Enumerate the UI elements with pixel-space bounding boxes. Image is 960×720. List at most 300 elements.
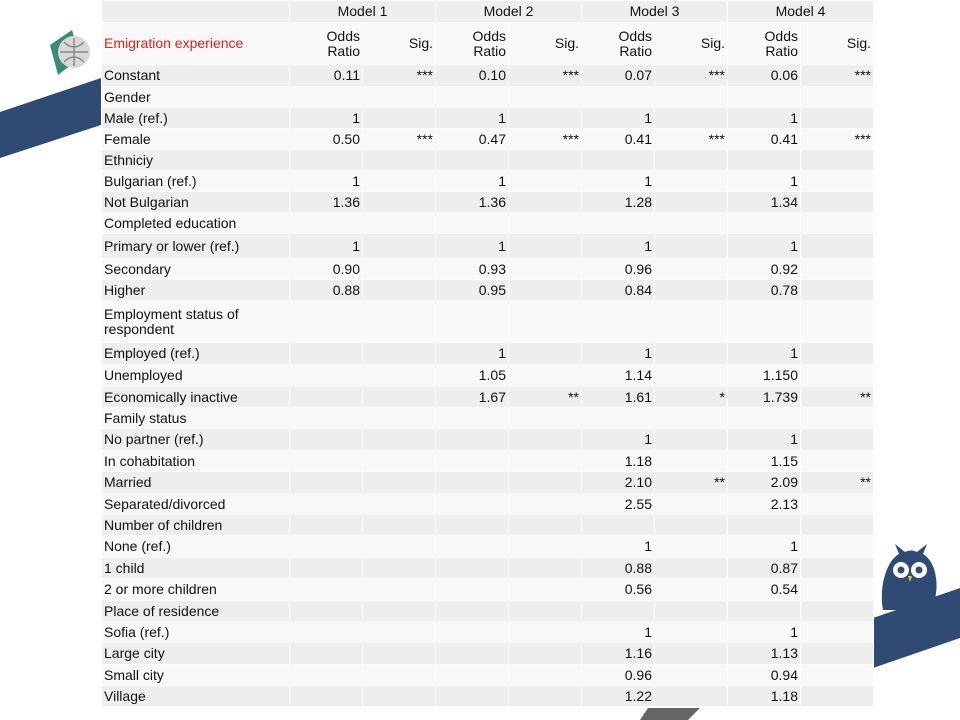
row-label: Employment status of respondent xyxy=(102,301,290,343)
odds-ratio-cell: 2.09 xyxy=(728,472,801,494)
sig-cell xyxy=(363,365,436,387)
odds-ratio-cell: 1 xyxy=(582,343,655,365)
sig-cell xyxy=(363,515,436,536)
odds-ratio-cell xyxy=(436,515,509,536)
sig-cell xyxy=(801,192,874,213)
sig-cell xyxy=(509,622,582,643)
odds-ratio-cell xyxy=(436,536,509,558)
odds-ratio-cell: 0.88 xyxy=(582,558,655,579)
sig-cell xyxy=(509,108,582,129)
sig-cell xyxy=(363,451,436,472)
odds-ratio-cell: 2.55 xyxy=(582,494,655,515)
sig-cell xyxy=(655,429,728,451)
sig-cell xyxy=(509,665,582,686)
sig-cell: ** xyxy=(655,472,728,494)
odds-ratio-cell: 0.78 xyxy=(728,280,801,301)
odds-ratio-cell xyxy=(290,536,363,558)
sig-cell xyxy=(509,171,582,192)
sig-cell xyxy=(655,234,728,259)
odds-ratio-cell: 1 xyxy=(582,108,655,129)
odds-ratio-cell xyxy=(436,451,509,472)
odds-ratio-cell: 0.96 xyxy=(582,665,655,686)
sig-cell xyxy=(655,343,728,365)
odds-ratio-cell xyxy=(436,686,509,707)
sig-cell: * xyxy=(655,387,728,408)
sig-cell xyxy=(509,87,582,108)
odds-ratio-cell xyxy=(290,622,363,643)
sig-cell: ** xyxy=(801,472,874,494)
sig-cell xyxy=(509,451,582,472)
sig-header: Sig. xyxy=(363,23,436,65)
sig-cell xyxy=(655,259,728,280)
sig-cell xyxy=(363,665,436,686)
odds-ratio-cell xyxy=(728,515,801,536)
row-label: Secondary xyxy=(102,259,290,280)
row-label: Ethniciy xyxy=(102,150,290,171)
odds-ratio-cell: 1 xyxy=(436,234,509,259)
table-row xyxy=(102,365,874,387)
sig-cell xyxy=(655,622,728,643)
odds-ratio-cell xyxy=(728,213,801,234)
odds-ratio-cell xyxy=(290,213,363,234)
odds-ratio-cell xyxy=(728,408,801,429)
odds-ratio-cell: 0.84 xyxy=(582,280,655,301)
sig-cell xyxy=(363,622,436,643)
sig-cell xyxy=(655,365,728,387)
odds-ratio-cell: 0.88 xyxy=(290,280,363,301)
row-label: Bulgarian (ref.) xyxy=(102,171,290,192)
model-4-header: Model 4 xyxy=(728,1,874,23)
odds-ratio-cell: 1 xyxy=(582,429,655,451)
odds-ratio-cell xyxy=(728,150,801,171)
odds-ratio-cell xyxy=(290,387,363,408)
odds-ratio-cell xyxy=(290,558,363,579)
odds-ratio-cell xyxy=(582,601,655,622)
sig-cell xyxy=(363,171,436,192)
sig-cell xyxy=(363,387,436,408)
sig-cell xyxy=(801,665,874,686)
odds-ratio-cell xyxy=(290,87,363,108)
odds-ratio-cell: 0.06 xyxy=(728,65,801,87)
odds-ratio-cell: 0.56 xyxy=(582,579,655,601)
sig-cell xyxy=(801,601,874,622)
odds-ratio-cell xyxy=(290,494,363,515)
odds-ratio-cell: 1.28 xyxy=(582,192,655,213)
sig-cell xyxy=(655,213,728,234)
odds-ratio-cell: 1.13 xyxy=(728,643,801,665)
sig-cell xyxy=(363,280,436,301)
odds-ratio-cell xyxy=(290,150,363,171)
sig-cell xyxy=(801,643,874,665)
odds-ratio-cell xyxy=(436,601,509,622)
odds-ratio-cell xyxy=(290,365,363,387)
owl-icon xyxy=(882,544,937,610)
sig-cell xyxy=(801,280,874,301)
sig-cell xyxy=(801,171,874,192)
model-3-header: Model 3 xyxy=(582,1,728,23)
odds-ratio-cell: 1.14 xyxy=(582,365,655,387)
sig-cell xyxy=(363,213,436,234)
sig-cell xyxy=(655,408,728,429)
odds-ratio-cell: 1.36 xyxy=(290,192,363,213)
sig-cell xyxy=(801,515,874,536)
sig-cell xyxy=(655,150,728,171)
odds-ratio-cell: 2.10 xyxy=(582,472,655,494)
sig-cell: *** xyxy=(655,65,728,87)
odds-ratio-cell xyxy=(436,150,509,171)
odds-ratio-cell xyxy=(290,515,363,536)
odds-ratio-cell: 1.16 xyxy=(582,643,655,665)
sig-cell: *** xyxy=(801,129,874,150)
sig-cell xyxy=(363,579,436,601)
row-label: Married xyxy=(102,472,290,494)
sig-cell xyxy=(655,558,728,579)
odds-ratio-cell: 1.22 xyxy=(582,686,655,707)
table-row xyxy=(102,601,874,622)
odds-ratio-cell: 1 xyxy=(436,171,509,192)
sig-cell xyxy=(509,472,582,494)
sig-cell xyxy=(655,108,728,129)
sig-cell xyxy=(655,686,728,707)
sig-cell xyxy=(363,472,436,494)
odds-ratio-cell xyxy=(290,472,363,494)
odds-ratio-header: Odds Ratio xyxy=(728,23,801,65)
row-label: Gender xyxy=(102,87,290,108)
row-label: Number of children xyxy=(102,515,290,536)
odds-ratio-cell: 1.739 xyxy=(728,387,801,408)
regression-table xyxy=(101,0,874,707)
sig-cell xyxy=(509,643,582,665)
odds-ratio-cell xyxy=(728,87,801,108)
sig-cell xyxy=(509,259,582,280)
sig-cell xyxy=(363,150,436,171)
odds-ratio-cell: 1 xyxy=(582,536,655,558)
odds-ratio-cell xyxy=(582,87,655,108)
odds-ratio-cell: 1 xyxy=(728,622,801,643)
odds-ratio-cell xyxy=(290,429,363,451)
sig-cell xyxy=(801,579,874,601)
row-label: Economically inactive xyxy=(102,387,290,408)
sig-cell xyxy=(363,494,436,515)
odds-ratio-cell: 1.150 xyxy=(728,365,801,387)
odds-ratio-cell: 1 xyxy=(728,343,801,365)
odds-ratio-cell: 0.07 xyxy=(582,65,655,87)
sig-cell xyxy=(509,150,582,171)
sig-cell xyxy=(363,558,436,579)
sig-cell xyxy=(363,343,436,365)
sig-cell xyxy=(363,234,436,259)
table-row xyxy=(102,65,874,87)
odds-ratio-cell xyxy=(436,579,509,601)
sig-cell xyxy=(655,643,728,665)
sig-cell xyxy=(363,301,436,343)
model-header-row xyxy=(102,1,874,23)
header-blank xyxy=(102,1,290,23)
odds-ratio-cell: 1 xyxy=(728,234,801,259)
table-row xyxy=(102,87,874,108)
sig-cell xyxy=(509,515,582,536)
odds-ratio-cell xyxy=(290,686,363,707)
odds-ratio-cell xyxy=(436,87,509,108)
sig-cell xyxy=(801,150,874,171)
sig-cell xyxy=(655,515,728,536)
table-row xyxy=(102,129,874,150)
sig-cell xyxy=(655,579,728,601)
table-row xyxy=(102,643,874,665)
odds-ratio-cell: 0.10 xyxy=(436,65,509,87)
odds-ratio-cell: 0.41 xyxy=(728,129,801,150)
sig-cell xyxy=(509,558,582,579)
odds-ratio-cell: 1 xyxy=(728,536,801,558)
table-row xyxy=(102,108,874,129)
odds-ratio-cell xyxy=(436,472,509,494)
table-row xyxy=(102,451,874,472)
odds-ratio-cell: 1.34 xyxy=(728,192,801,213)
sig-cell xyxy=(363,601,436,622)
odds-ratio-cell: 1 xyxy=(290,171,363,192)
sig-header: Sig. xyxy=(801,23,874,65)
odds-ratio-cell: 1 xyxy=(582,171,655,192)
odds-ratio-header: Odds Ratio xyxy=(436,23,509,65)
odds-ratio-cell xyxy=(290,301,363,343)
row-label: 2 or more children xyxy=(102,579,290,601)
sig-cell xyxy=(509,343,582,365)
sig-cell xyxy=(801,558,874,579)
sig-cell xyxy=(655,665,728,686)
odds-ratio-header: Odds Ratio xyxy=(582,23,655,65)
table-row xyxy=(102,515,874,536)
sig-cell xyxy=(363,643,436,665)
sig-cell xyxy=(801,301,874,343)
odds-ratio-cell xyxy=(582,515,655,536)
sig-cell: ** xyxy=(509,387,582,408)
table-row xyxy=(102,558,874,579)
row-label: Not Bulgarian xyxy=(102,192,290,213)
odds-ratio-cell: 0.95 xyxy=(436,280,509,301)
odds-ratio-cell: 1 xyxy=(582,622,655,643)
odds-ratio-cell: 0.93 xyxy=(436,259,509,280)
row-label: Employed (ref.) xyxy=(102,343,290,365)
odds-ratio-cell: 0.87 xyxy=(728,558,801,579)
table-row xyxy=(102,213,874,234)
odds-ratio-cell xyxy=(436,665,509,686)
sig-cell xyxy=(363,536,436,558)
sig-cell xyxy=(655,280,728,301)
sig-cell: *** xyxy=(509,65,582,87)
odds-ratio-cell: 1 xyxy=(582,234,655,259)
odds-ratio-cell xyxy=(436,408,509,429)
model-2-header: Model 2 xyxy=(436,1,582,23)
sig-cell xyxy=(363,87,436,108)
row-label: Male (ref.) xyxy=(102,108,290,129)
odds-ratio-cell xyxy=(290,343,363,365)
sig-cell xyxy=(509,301,582,343)
odds-ratio-cell xyxy=(290,451,363,472)
odds-ratio-cell: 0.94 xyxy=(728,665,801,686)
table-row xyxy=(102,494,874,515)
sig-cell xyxy=(509,234,582,259)
table-row xyxy=(102,171,874,192)
sig-cell xyxy=(363,686,436,707)
sig-cell: *** xyxy=(801,65,874,87)
table-row xyxy=(102,192,874,213)
sig-cell xyxy=(801,234,874,259)
odds-ratio-cell: 1.36 xyxy=(436,192,509,213)
sig-cell: *** xyxy=(509,129,582,150)
odds-ratio-cell: 1 xyxy=(290,108,363,129)
sig-cell xyxy=(655,171,728,192)
odds-ratio-cell xyxy=(582,408,655,429)
odds-ratio-cell: 1.61 xyxy=(582,387,655,408)
odds-ratio-cell xyxy=(728,301,801,343)
odds-ratio-cell: 0.41 xyxy=(582,129,655,150)
row-label: Unemployed xyxy=(102,365,290,387)
odds-ratio-cell xyxy=(290,665,363,686)
odds-ratio-cell: 0.11 xyxy=(290,65,363,87)
decor-bottom xyxy=(640,708,710,720)
sig-cell xyxy=(509,213,582,234)
odds-ratio-cell: 1.15 xyxy=(728,451,801,472)
odds-ratio-cell: 2.13 xyxy=(728,494,801,515)
row-label: Completed education xyxy=(102,213,290,234)
odds-ratio-cell: 0.96 xyxy=(582,259,655,280)
odds-ratio-cell xyxy=(436,429,509,451)
table-row xyxy=(102,280,874,301)
sig-cell xyxy=(363,108,436,129)
odds-ratio-cell xyxy=(436,643,509,665)
sig-cell xyxy=(509,536,582,558)
sig-cell xyxy=(801,213,874,234)
odds-ratio-cell xyxy=(436,213,509,234)
table-row xyxy=(102,665,874,686)
table-row xyxy=(102,472,874,494)
sig-cell xyxy=(363,259,436,280)
odds-ratio-cell: 0.92 xyxy=(728,259,801,280)
table-row xyxy=(102,259,874,280)
table-row xyxy=(102,536,874,558)
odds-ratio-cell: 1.18 xyxy=(582,451,655,472)
table-row xyxy=(102,686,874,707)
table-row xyxy=(102,579,874,601)
odds-ratio-cell: 1 xyxy=(290,234,363,259)
sig-cell xyxy=(509,429,582,451)
odds-ratio-cell: 1 xyxy=(728,429,801,451)
sig-cell xyxy=(509,579,582,601)
odds-ratio-cell: 1 xyxy=(728,108,801,129)
odds-ratio-cell xyxy=(582,150,655,171)
odds-ratio-cell xyxy=(436,558,509,579)
row-label: Higher xyxy=(102,280,290,301)
sig-cell xyxy=(509,280,582,301)
odds-ratio-cell xyxy=(436,622,509,643)
sig-cell xyxy=(801,87,874,108)
sig-header: Sig. xyxy=(509,23,582,65)
row-label: Separated/divorced xyxy=(102,494,290,515)
odds-ratio-cell: 1 xyxy=(728,171,801,192)
sig-cell: *** xyxy=(655,129,728,150)
globe-logo-icon xyxy=(50,30,90,75)
odds-ratio-cell: 1.05 xyxy=(436,365,509,387)
odds-ratio-header: Odds Ratio xyxy=(290,23,363,65)
sig-cell xyxy=(655,536,728,558)
table-row xyxy=(102,343,874,365)
table-row xyxy=(102,301,874,343)
sig-cell xyxy=(363,429,436,451)
table-row xyxy=(102,408,874,429)
sig-cell xyxy=(655,451,728,472)
sig-cell: *** xyxy=(363,65,436,87)
odds-ratio-cell xyxy=(290,643,363,665)
sig-cell xyxy=(363,192,436,213)
sig-cell xyxy=(655,301,728,343)
row-label: None (ref.) xyxy=(102,536,290,558)
sig-cell xyxy=(509,494,582,515)
dependent-variable-label: Emigration experience xyxy=(102,23,290,65)
row-label: Sofia (ref.) xyxy=(102,622,290,643)
sig-cell xyxy=(801,365,874,387)
sig-cell xyxy=(363,408,436,429)
row-label: 1 child xyxy=(102,558,290,579)
row-label: Female xyxy=(102,129,290,150)
row-label: Village xyxy=(102,686,290,707)
model-1-header: Model 1 xyxy=(290,1,436,23)
table-row xyxy=(102,429,874,451)
table-row xyxy=(102,150,874,171)
sig-cell xyxy=(801,108,874,129)
table-row xyxy=(102,234,874,259)
odds-ratio-cell xyxy=(290,579,363,601)
sig-cell xyxy=(655,494,728,515)
sig-cell xyxy=(801,622,874,643)
sig-cell xyxy=(801,451,874,472)
odds-ratio-cell: 0.47 xyxy=(436,129,509,150)
sig-cell xyxy=(801,494,874,515)
sig-cell: *** xyxy=(363,129,436,150)
odds-ratio-cell xyxy=(436,494,509,515)
decor-left xyxy=(0,0,101,170)
odds-ratio-cell xyxy=(728,601,801,622)
sig-cell xyxy=(801,536,874,558)
sig-cell xyxy=(509,601,582,622)
sig-cell xyxy=(655,87,728,108)
column-header-row xyxy=(102,23,874,65)
sig-header: Sig. xyxy=(655,23,728,65)
sig-cell xyxy=(801,429,874,451)
row-label: Large city xyxy=(102,643,290,665)
sig-cell xyxy=(509,365,582,387)
sig-cell xyxy=(509,408,582,429)
sig-cell xyxy=(801,686,874,707)
row-label: Primary or lower (ref.) xyxy=(102,234,290,259)
odds-ratio-cell: 0.54 xyxy=(728,579,801,601)
odds-ratio-cell: 0.90 xyxy=(290,259,363,280)
table-row xyxy=(102,622,874,643)
odds-ratio-cell: 0.50 xyxy=(290,129,363,150)
row-label: Constant xyxy=(102,65,290,87)
row-label: Small city xyxy=(102,665,290,686)
table-row xyxy=(102,387,874,408)
odds-ratio-cell xyxy=(582,213,655,234)
sig-cell xyxy=(655,601,728,622)
sig-cell xyxy=(655,192,728,213)
row-label: Place of residence xyxy=(102,601,290,622)
row-label: In cohabitation xyxy=(102,451,290,472)
odds-ratio-cell xyxy=(290,601,363,622)
sig-cell xyxy=(509,686,582,707)
sig-cell xyxy=(801,408,874,429)
odds-ratio-cell: 1 xyxy=(436,108,509,129)
decor-right xyxy=(873,540,960,720)
